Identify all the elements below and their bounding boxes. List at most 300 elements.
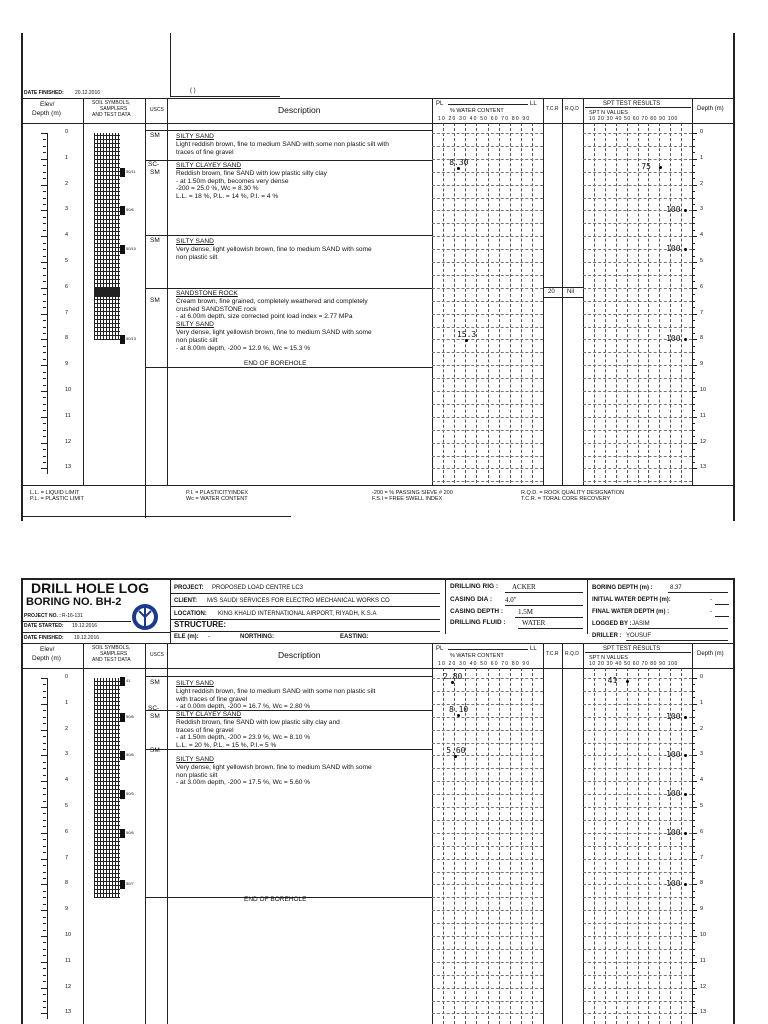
depth-label: 13 [65,464,72,471]
page2-layer2-title: SILTY CLAYEY SAND [176,711,242,718]
grid-row [583,468,692,469]
page1-layer-top [145,130,432,131]
spt-n-value: 41 [607,675,618,685]
depth-label: 13 [700,464,707,471]
depth-minor-tick [43,975,46,976]
depth-minor-tick [43,891,46,892]
depth-label: 13 [700,1009,707,1016]
page1-layer1-line: traces of fine gravel [176,148,234,156]
spt-point [684,793,687,796]
depth-minor-tick [43,749,46,750]
page2-date-started: 19.12.2016 [72,623,98,629]
depth-label: 9 [700,906,704,913]
depth-minor-tick [692,152,695,153]
depth-minor-tick [692,327,695,328]
grid-row [432,717,543,718]
depth-label: 2 [700,180,704,187]
grid-row [583,236,692,237]
depth-minor-tick [43,968,46,969]
page2-description-header: Description [278,650,321,660]
grid-row [432,249,543,250]
grid-row [432,768,543,769]
spt-point [659,166,662,169]
depth-minor-tick [43,930,46,931]
depth-axis [47,133,48,474]
grid-row [432,962,543,963]
water-content-value: 8.30 [449,157,469,167]
grid-row [583,430,692,431]
spt-blow-count: 41 [126,677,131,683]
page2-col-divider [145,643,146,1024]
page2-layer1-line: with traces of fine gravel [176,695,248,703]
page2-driller: YOUSUF [626,633,652,639]
depth-label: 10 [700,932,707,938]
depth-minor-tick [692,172,695,173]
grid-row [583,859,692,860]
water-content-value: 8.10 [448,705,469,715]
depth-label: 6 [700,283,704,290]
depth-minor-tick [692,788,695,789]
page2-spt-grid [583,668,692,1024]
page2-initial-water: - [710,597,712,603]
spt-point [684,883,687,886]
depth-minor-tick [692,410,695,411]
page1-spt-results-header: SPT TEST RESULTS [603,101,661,107]
page2-boring-depth: 8.37 [670,585,682,591]
depth-minor-tick [692,1007,695,1008]
page2-header-rule [515,617,583,618]
depth-label: 1 [700,154,704,161]
depth-tick [692,1013,697,1014]
page2-pl-header: PL [436,646,444,652]
page2-layer1-line: Light reddish brown, fine to medium SAND with some non plastic silt [176,687,376,695]
page2-date-started-label: DATE STARTED: [24,623,64,629]
page2-header-divider [170,578,171,643]
grid-row [432,223,543,224]
page1-legend-p200: -200 = % PASSING SIEVE # 200 [372,490,453,496]
depth-minor-tick [692,404,695,405]
grid-row [583,768,692,769]
depth-minor-tick [43,736,46,737]
depth-minor-tick [692,768,695,769]
depth-label: 4 [65,777,69,784]
spt-sample-marker [120,790,125,799]
spt-sample-marker [120,168,125,177]
spt-blow-count: 50/6 [126,752,134,758]
page2-header-rule [505,592,583,593]
depth-minor-tick [43,691,46,692]
page2-layer3-title: SILTY SAND [176,756,214,763]
page2-header-rule [626,640,728,641]
page1-col-divider [83,98,84,485]
grid-row [432,910,543,911]
grid-row [583,678,692,679]
depth-minor-tick [43,762,46,763]
grid-row [583,897,692,898]
depth-minor-tick [692,223,695,224]
depth-label: 3 [65,751,69,758]
depth-label: 7 [65,309,69,316]
depth-minor-tick [43,178,46,179]
grid-row [432,481,543,482]
page2-northing-label: NORTHING: [240,634,274,640]
page2-spt-ticks: 10 20 30 40 50 60 70 80 90 100 [589,661,678,667]
depth-minor-tick [43,801,46,802]
depth-minor-tick [692,917,695,918]
page1-core-run-bottom [543,297,583,298]
page2-wc-ticks: 10 20 30 40 50 60 70 80 90 [438,661,531,667]
depth-minor-tick [692,430,695,431]
grid-row [432,314,543,315]
grid-row [432,417,543,418]
depth-tick [692,468,697,469]
water-content-value: 2.80 [443,671,463,681]
page1-wc-ticks: 10 20 30 40 50 60 70 80 90 [438,116,531,122]
page1-layer3-uscs: SM [150,237,160,244]
grid-row [583,936,692,937]
depth-minor-tick [43,275,46,276]
page2-col-divider [543,643,544,1024]
page1-right-border [733,33,735,521]
depth-minor-tick [43,423,46,424]
page2-spt-n-header: SPT N VALUES [589,655,628,661]
depth-minor-tick [692,749,695,750]
depth-tick [692,962,697,963]
depth-minor-tick [692,897,695,898]
spt-point [684,716,687,719]
depth-minor-tick [692,762,695,763]
depth-minor-tick [692,462,695,463]
depth-minor-tick [692,1001,695,1002]
grid-row [432,456,543,457]
depth-label: 0 [700,674,704,680]
depth-tick [692,339,697,340]
spt-sample-marker [120,713,125,722]
depth-minor-tick [43,878,46,879]
water-content-point [454,755,457,758]
grid-row [432,755,543,756]
page1-rqd-header: R.Q.D [565,106,579,112]
depth-minor-tick [43,249,46,250]
page1-table-top [21,98,734,99]
depth-minor-tick [43,904,46,905]
depth-minor-tick [43,372,46,373]
spt-n-value: 100 [666,205,681,215]
spt-sample-marker [120,335,125,344]
page1-soil-symbols-header: SOIL SYMBOLS, [92,100,131,106]
spt-point [626,680,629,683]
page2-depth-right-header: Depth (m) [697,651,724,657]
grid-row [583,327,692,328]
depth-tick [692,210,697,211]
grid-row [583,417,692,418]
depth-label: 8 [700,335,704,342]
depth-minor-tick [692,955,695,956]
page1-layer4-line: crushed SANDSTONE rock [176,305,257,313]
depth-minor-tick [43,243,46,244]
page2-header-divider [587,578,588,634]
page2-spt-header-line [585,652,691,653]
depth-minor-tick [43,981,46,982]
page2-rig-label: DRILLING RIG : [450,583,499,590]
depth-minor-tick [692,865,695,866]
spt-blow-count: 50/6 [126,829,134,835]
depth-label: 4 [700,777,704,784]
depth-minor-tick [692,891,695,892]
grid-row [583,223,692,224]
page2-project-label: PROJECT: [174,585,204,591]
page1-layer1-title: SILTY SAND [176,133,214,140]
spt-n-value: 100 [666,879,681,889]
grid-row [432,794,543,795]
depth-label: 6 [65,283,69,290]
grid-row [432,352,543,353]
page1-date-finished: 20.12.2016 [75,90,101,96]
page2-layer3-uscs: SM [150,747,160,754]
page2-header-rule [170,631,440,632]
page2-casing-dia-label: CASING DIA : [450,596,493,603]
spt-n-value: 75 [641,161,651,171]
page1-layer2-uscs: SC- [148,161,160,168]
page1-layer3-line: non plastic silt [176,253,218,261]
depth-tick [692,704,697,705]
grid-row [583,275,692,276]
grid-row [583,743,692,744]
depth-label: 12 [700,438,707,445]
grid-row [432,327,543,328]
depth-minor-tick [692,352,695,353]
page1-col-divider [543,98,544,485]
water-content-point [465,339,468,342]
page2-layer2-line: Reddish brown, fine SAND with low plastic silty clay and [176,718,340,726]
depth-label: 3 [65,206,69,213]
grid-row [583,730,692,731]
depth-minor-tick [43,826,46,827]
page2-fluid: WATER [522,619,546,627]
page1-tcr-value: 20 [548,289,555,295]
depth-minor-tick [43,146,46,147]
depth-minor-tick [43,191,46,192]
grid-row [432,923,543,924]
spt-sample-marker [120,206,125,215]
page2-tcr-header: T.C.R [546,651,559,657]
page2-location: KING KHALID INTERNATIONAL AIRPORT, RIYADH, K.S.A [218,611,377,617]
page1-uscs-header: USCS [150,107,164,113]
page1-layer2-line: Reddish brown, fine SAND with low plastic silty clay [176,169,327,177]
depth-minor-tick [692,968,695,969]
page1-legend-rqd: R.Q.D. = ROCK QUALITY DESIGNATION [521,490,624,496]
grid-row [432,936,543,937]
depth-minor-tick [692,449,695,450]
page1-layer3-description [176,238,372,261]
page2-date-finished-label: DATE FINISHED: [24,635,64,641]
page2-logged-label: LOGGED BY : [592,621,632,627]
page1-core-run-top [543,287,583,288]
page1-layer2-title: SILTY CLAYEY SAND [176,162,242,169]
page2-depth-scale-right [692,668,732,1024]
depth-label: 1 [65,699,69,706]
spt-sample-marker [120,677,125,686]
page2-casing-depth-label: CASING DEPTH : [450,608,504,615]
page2-depth-header: Depth (m) [32,655,61,662]
page1-layer2-line: L.L. = 18 %, P.L. = 14 %, P.I. = 4 % [176,193,279,201]
grid-row [583,146,692,147]
grid-row [583,301,692,302]
grid-row [583,781,692,782]
page1-layer5-title: SILTY SAND [176,321,214,329]
spt-n-value: 100 [666,789,681,799]
depth-label: 8 [65,880,69,887]
page2-soil-symbols-header: SOIL SYMBOLS, [92,645,131,651]
grid-row [432,339,543,340]
depth-minor-tick [43,794,46,795]
spt-point [684,248,687,251]
page1-tcr-header: T.C.R [546,106,559,112]
depth-label: 12 [65,983,72,990]
page2-client: M/S SAUDI SERVICES FOR ELECTRO MECHANICAL WORKS CO [207,598,390,604]
grid-row [432,846,543,847]
page2-initial-water-label: INITIAL WATER DEPTH (m): [592,597,671,603]
depth-minor-tick [692,204,695,205]
depth-label: 9 [65,361,69,368]
depth-label: 0 [65,674,69,680]
depth-minor-tick [692,385,695,386]
depth-tick [692,936,697,937]
depth-minor-tick [43,385,46,386]
grid-row [583,1001,692,1002]
grid-row [432,275,543,276]
grid-row [432,378,543,379]
depth-minor-tick [692,372,695,373]
grid-row [432,262,543,263]
page1-layer4-line: Very dense, light yellowish brown, fine to medium SAND with some [176,328,372,336]
depth-label: 12 [65,438,72,445]
depth-minor-tick [692,904,695,905]
page2-sample-markers [120,668,145,1024]
page2-header-rule [170,606,440,607]
page1-legend-ll: L.L. = LIQUID LIMIT [30,490,80,496]
page2-easting-label: EASTING: [340,634,369,640]
grid-row [432,781,543,782]
depth-tick [692,159,697,160]
water-content-value: 5.60 [446,746,466,756]
page1-layer-boundary [145,160,432,161]
page2-water-content-header: % WATER CONTENT [450,653,504,659]
depth-label: 10 [700,387,707,393]
page1-depth-scale [21,123,83,483]
page1-table-bottom [21,485,734,486]
depth-minor-tick [692,820,695,821]
depth-minor-tick [43,994,46,995]
depth-label: 1 [65,154,69,161]
grid-row [432,859,543,860]
grid-row [583,172,692,173]
depth-minor-tick [692,923,695,924]
water-content-point [457,167,460,170]
grid-row [583,988,692,989]
grid-row [583,691,692,692]
grid-row [583,365,692,366]
page1-depth-scale-right [692,123,732,483]
grid-row [432,975,543,976]
depth-label: 0 [65,129,69,135]
grid-row [432,1013,543,1014]
depth-minor-tick [43,462,46,463]
page2-layer2-description [176,711,340,750]
depth-minor-tick [692,378,695,379]
page2-ele-value: - [208,634,210,640]
page1-layer1-description [176,133,389,156]
depth-minor-tick [43,717,46,718]
grid-row [432,198,543,199]
grid-row [432,833,543,834]
page2-end-of-borehole: END OF BOREHOLE [244,896,307,903]
depth-minor-tick [692,249,695,250]
grid-row [432,897,543,898]
depth-minor-tick [692,949,695,950]
depth-minor-tick [43,1007,46,1008]
spt-point [684,209,687,212]
depth-tick [692,314,697,315]
page2-header-rule [21,621,131,622]
spt-point [684,832,687,835]
grid-row [432,1001,543,1002]
depth-minor-tick [692,723,695,724]
depth-minor-tick [43,872,46,873]
page1-ll-header: LL [530,101,537,107]
depth-minor-tick [692,436,695,437]
page2-boring-no: BORING NO. BH-2 [26,596,122,608]
grid-row [432,949,543,950]
depth-minor-tick [692,178,695,179]
page2-header-rule [505,605,583,606]
grid-row [583,352,692,353]
grid-row [432,743,543,744]
depth-minor-tick [692,813,695,814]
page1-layer3-title: SILTY SAND [176,238,214,245]
grid-row [583,456,692,457]
page1-legend-pl: P.L. = PLASTIC LIMIT [30,496,84,502]
page2-project: PROPOSED LOAD CENTRE LC3 [212,585,304,591]
depth-minor-tick [692,930,695,931]
depth-label: 5 [700,258,704,264]
page2-client-label: CLIENT: [174,598,197,604]
depth-label: 8 [700,880,704,887]
depth-minor-tick [43,404,46,405]
depth-minor-tick [692,333,695,334]
depth-minor-tick [692,346,695,347]
page1-layer-boundary [145,288,432,289]
spt-sample-marker [120,880,125,889]
grid-row [583,820,692,821]
grid-row [432,988,543,989]
depth-minor-tick [692,975,695,976]
page2-project-no-label: PROJECT NO. : [24,613,61,619]
page2-table-top [21,643,734,644]
depth-minor-tick [43,723,46,724]
page1-sample-markers [120,123,145,483]
grid-row [432,391,543,392]
depth-minor-tick [692,294,695,295]
grid-row [432,430,543,431]
page1-col-divider [167,98,168,485]
depth-tick [692,288,697,289]
page2-layer2-uscs: SC- [148,705,160,712]
depth-tick [692,133,697,134]
depth-minor-tick [43,955,46,956]
spt-n-value: 100 [666,244,681,254]
page2-fluid-label: DRILLING FLUID : [450,619,506,626]
